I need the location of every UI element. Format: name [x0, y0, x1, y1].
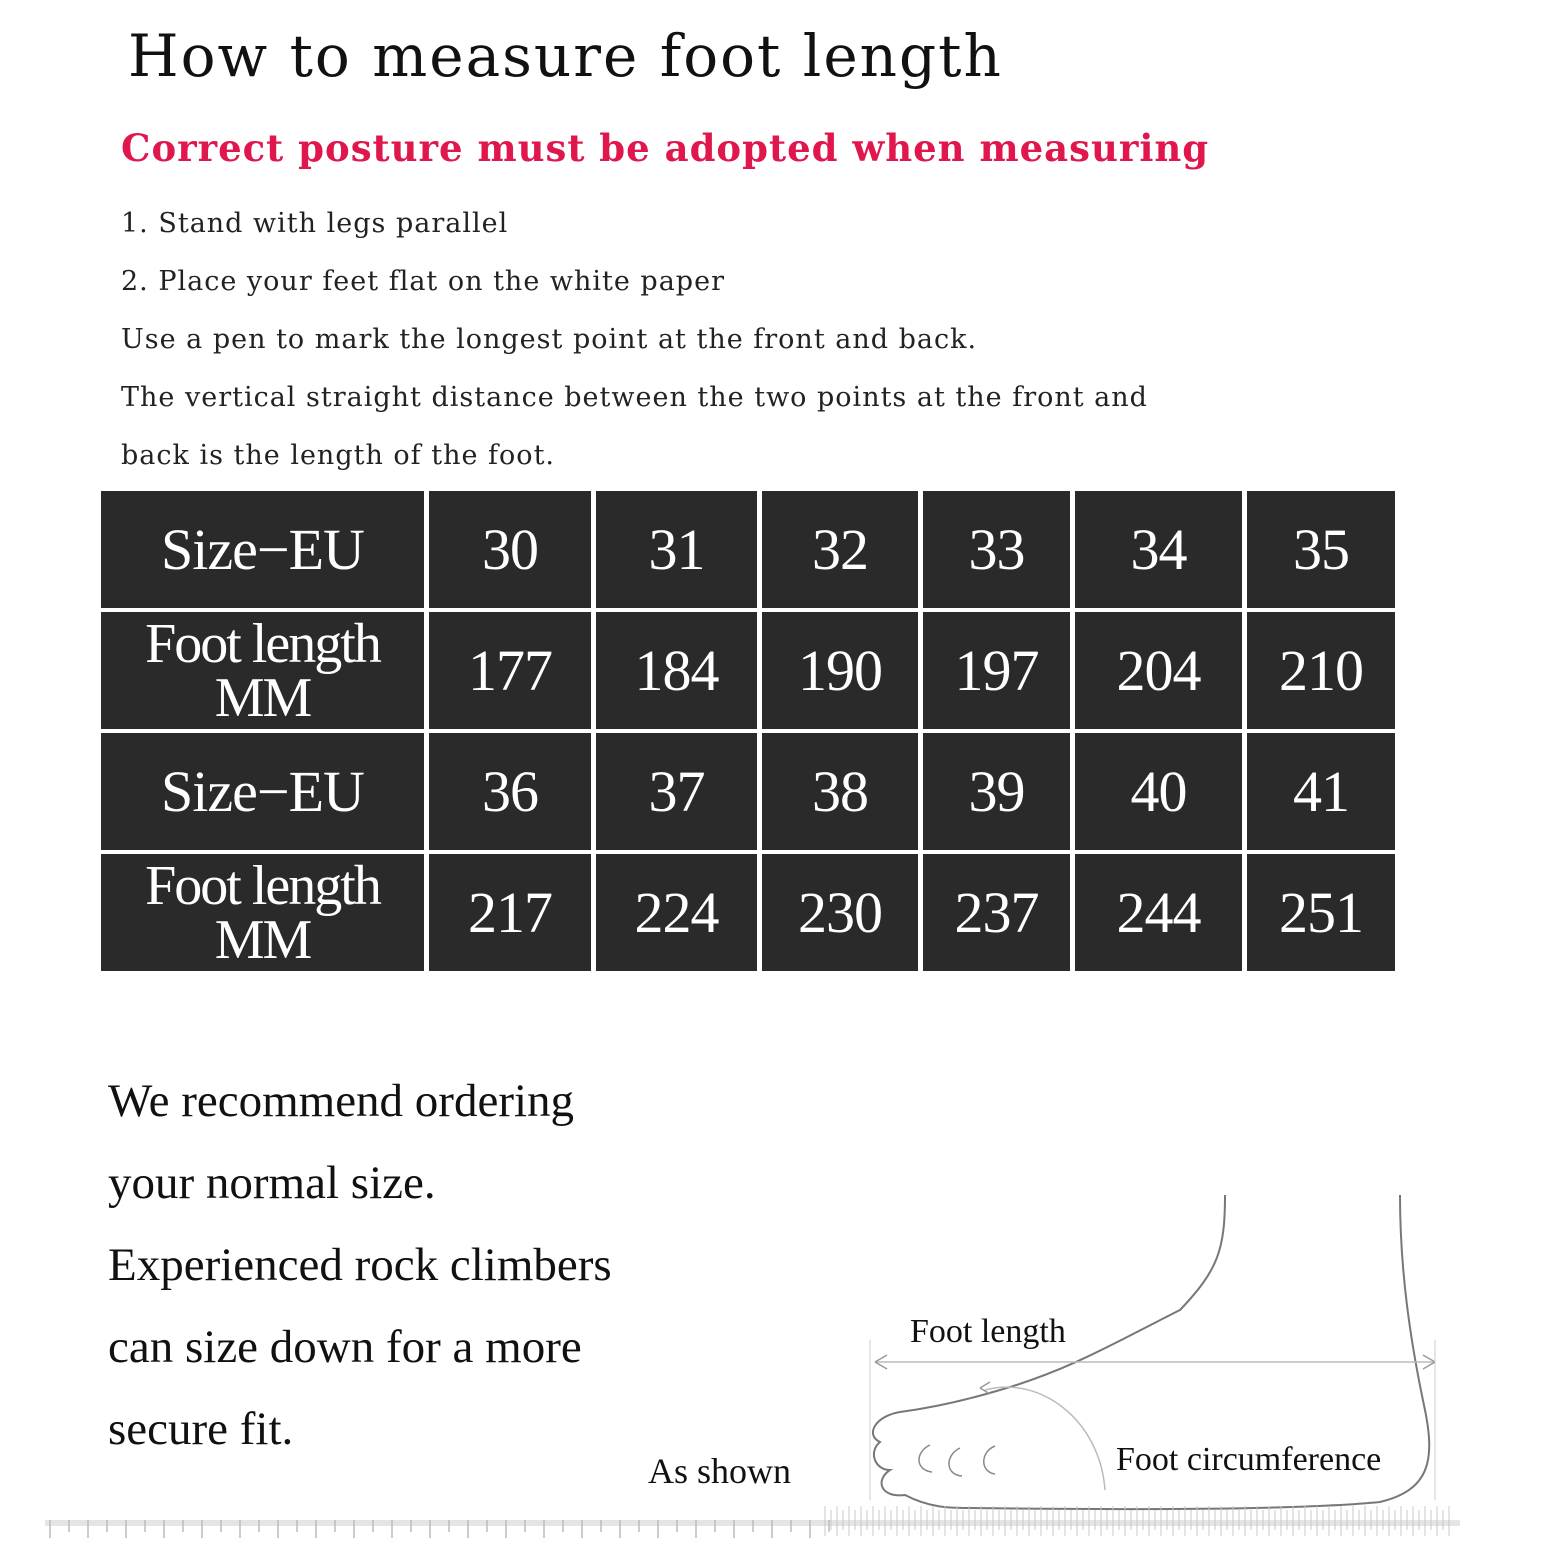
posture-subtitle: Correct posture must be adopted when measuring	[121, 126, 1210, 170]
size-cell: 33	[923, 491, 1070, 608]
size-cell: 35	[1247, 491, 1395, 608]
size-cell: 36	[429, 733, 591, 850]
length-label-line2: MM	[214, 908, 311, 971]
length-row-label	[101, 854, 424, 971]
measuring-steps	[121, 195, 1148, 485]
recommendation-line: secure fit.	[108, 1403, 294, 1455]
step-item: back is the length of the foot.	[121, 440, 555, 471]
foot-diagram	[820, 1190, 1460, 1520]
length-cell: 224	[596, 854, 757, 971]
size-cell: 38	[762, 733, 918, 850]
size-cell: 37	[596, 733, 757, 850]
step-item: 1. Stand with legs parallel	[121, 208, 509, 239]
length-cell: 217	[429, 854, 591, 971]
length-label-line1: Foot length	[145, 854, 380, 917]
length-row	[101, 612, 1395, 729]
length-label-line2: MM	[214, 666, 311, 729]
step-item: 2. Place your feet flat on the white paper	[121, 266, 725, 297]
length-cell: 204	[1075, 612, 1242, 729]
size-cell: 32	[762, 491, 918, 608]
length-row	[101, 854, 1395, 971]
foot-length-label: Foot length	[910, 1313, 1066, 1350]
toe-detail	[919, 1445, 995, 1476]
step-item: Use a pen to mark the longest point at the front and back.	[121, 324, 978, 355]
size-chart-table	[96, 487, 1400, 975]
length-cell: 244	[1075, 854, 1242, 971]
recommendation-text	[108, 1060, 612, 1470]
size-cell: 31	[596, 491, 757, 608]
step-item: The vertical straight distance between the two points at the front and	[121, 382, 1148, 413]
size-cell: 30	[429, 491, 591, 608]
foot-circumference-label: Foot circumference	[1116, 1441, 1382, 1478]
size-cell: 40	[1075, 733, 1242, 850]
circumference-loop	[985, 1387, 1105, 1490]
recommendation-line: We recommend ordering	[108, 1075, 575, 1127]
toes-outline	[873, 1412, 970, 1508]
length-cell: 230	[762, 854, 918, 971]
recommendation-line: Experienced rock climbers	[108, 1239, 612, 1291]
page-title: How to measure foot length	[128, 22, 1003, 90]
length-cell: 210	[1247, 612, 1395, 729]
foot-outline	[900, 1195, 1225, 1412]
length-cell: 237	[923, 854, 1070, 971]
length-cell: 197	[923, 612, 1070, 729]
length-cell: 251	[1247, 854, 1395, 971]
circumference-arrow-icon	[980, 1382, 990, 1394]
length-cell: 190	[762, 612, 918, 729]
size-row	[101, 491, 1395, 608]
recommendation-line: can size down for a more	[108, 1321, 582, 1373]
size-row-label: Size−EU	[101, 491, 424, 608]
ruler-graphic	[45, 1500, 1460, 1548]
length-cell: 184	[596, 612, 757, 729]
size-row	[101, 733, 1395, 850]
length-row-label	[101, 612, 424, 729]
size-cell: 39	[923, 733, 1070, 850]
as-shown-label: As shown	[648, 1451, 792, 1491]
size-row-label: Size−EU	[101, 733, 424, 850]
size-cell: 41	[1247, 733, 1395, 850]
length-cell: 177	[429, 612, 591, 729]
length-label-line1: Foot length	[145, 612, 380, 675]
recommendation-line: your normal size.	[108, 1157, 436, 1209]
size-cell: 34	[1075, 491, 1242, 608]
